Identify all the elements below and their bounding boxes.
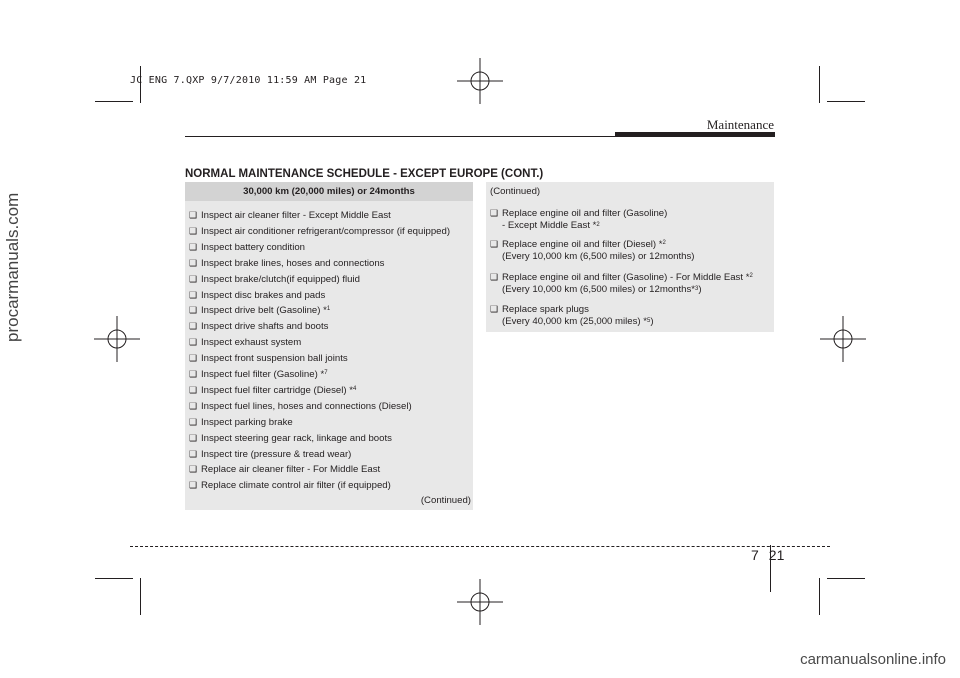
list-item	[490, 303, 589, 316]
checkbox-icon: ❑	[189, 448, 198, 459]
item-text: Inspect brake/clutch(if equipped) fluid	[201, 273, 360, 285]
list-item	[189, 416, 293, 429]
checkbox-icon: ❑	[189, 210, 198, 220]
footnote-ref: 2	[749, 273, 753, 279]
list-item	[490, 238, 666, 251]
list-item	[189, 336, 301, 349]
list-item	[189, 273, 360, 286]
list-item	[189, 289, 325, 302]
item-text: Inspect drive belt (Gasoline) *	[201, 305, 327, 317]
item-detail-tail: )	[698, 284, 702, 295]
item-detail-tail: )	[650, 316, 654, 327]
item-detail-text: - Except Middle East *	[502, 220, 597, 231]
registration-mark-icon	[820, 316, 866, 362]
chapter-number: 7	[751, 547, 759, 563]
checkbox-icon: ❑	[490, 304, 499, 314]
list-item	[189, 257, 384, 270]
checkbox-icon: ❑	[189, 464, 198, 475]
list-item	[189, 432, 392, 445]
list-item	[189, 241, 305, 254]
footnote-ref: 5	[647, 318, 651, 324]
checkbox-icon: ❑	[490, 272, 499, 282]
section-label: Maintenance	[706, 117, 774, 132]
list-item-detail	[502, 220, 600, 232]
list-item	[189, 479, 391, 492]
registration-mark-icon	[94, 316, 140, 362]
footnote-ref: 3	[695, 286, 699, 292]
list-item-detail	[502, 251, 694, 263]
schedule-box-left	[185, 182, 473, 510]
crop-mark	[819, 578, 820, 615]
list-item	[189, 463, 380, 476]
item-text: Inspect battery condition	[201, 241, 305, 253]
footer-rule	[130, 546, 830, 547]
list-item-detail	[502, 316, 654, 328]
checkbox-icon: ❑	[189, 416, 198, 427]
header-rule-bar	[615, 132, 775, 137]
checkbox-icon: ❑	[189, 337, 198, 348]
list-item	[189, 209, 391, 222]
footnote-ref: 1	[326, 306, 331, 313]
checkbox-icon: ❑	[490, 208, 499, 218]
item-text: Replace climate control air filter (if equipped)	[201, 480, 391, 492]
registration-mark-icon	[457, 579, 503, 625]
watermark-bottom: carmanualsonline.info	[800, 651, 946, 668]
item-text: Inspect air cleaner filter - Except Middle East	[201, 210, 391, 221]
header-rule	[185, 136, 615, 137]
checkbox-icon: ❑	[189, 273, 198, 284]
list-item	[189, 368, 328, 381]
item-text: Inspect disc brakes and pads	[201, 289, 326, 301]
checkbox-icon: ❑	[189, 305, 198, 316]
item-text: Replace engine oil and filter (Gasoline)	[502, 208, 668, 219]
registration-mark-icon	[457, 58, 503, 104]
checkbox-icon: ❑	[189, 400, 198, 411]
item-text: Inspect fuel filter cartridge (Diesel) *	[201, 384, 353, 396]
list-item	[189, 384, 356, 397]
item-text: Inspect air conditioner refrigerant/compressor (if equipped)	[201, 225, 451, 237]
checkbox-icon: ❑	[490, 239, 499, 249]
item-text: Inspect exhaust system	[201, 337, 302, 349]
crop-mark	[827, 101, 865, 102]
footnote-ref: 4	[352, 385, 357, 392]
item-detail-text: (Every 40,000 km (25,000 miles) *	[502, 316, 648, 327]
item-text: Inspect parking brake	[201, 416, 293, 428]
item-detail-text: (Every 10,000 km (6,500 miles) or 12months*	[502, 284, 696, 295]
item-text: Inspect tire (pressure & tread wear)	[201, 448, 352, 460]
checkbox-icon: ❑	[189, 384, 198, 395]
crop-mark	[827, 578, 865, 579]
checkbox-icon: ❑	[189, 353, 198, 364]
item-text: Inspect steering gear rack, linkage and boots	[201, 432, 392, 444]
list-item	[490, 271, 753, 284]
item-text: Inspect brake lines, hoses and connections	[201, 257, 385, 269]
footnote-ref: 7	[324, 370, 328, 376]
item-text: Inspect fuel filter (Gasoline) *	[201, 369, 325, 380]
checkbox-icon: ❑	[189, 225, 198, 236]
continued-label: (Continued)	[490, 186, 541, 197]
list-item-detail	[502, 284, 702, 296]
crop-mark	[140, 578, 141, 615]
list-item	[189, 400, 412, 413]
item-text: Replace spark plugs	[502, 304, 589, 315]
checkbox-icon: ❑	[189, 257, 198, 268]
list-item	[189, 304, 330, 317]
schedule-box-right	[486, 182, 774, 332]
page-number	[751, 547, 784, 563]
page-number-value: 21	[768, 547, 785, 563]
checkbox-icon: ❑	[189, 241, 198, 252]
list-item	[189, 320, 328, 333]
item-detail-text: (Every 10,000 km (6,500 miles) or 12months)	[502, 251, 695, 262]
item-text: Inspect drive shafts and boots	[201, 321, 329, 333]
checkbox-icon: ❑	[189, 321, 198, 332]
item-text: Inspect fuel lines, hoses and connections (Diesel)	[201, 400, 412, 412]
checkbox-icon: ❑	[189, 480, 198, 491]
item-text: Replace air cleaner filter - For Middle East	[201, 464, 381, 476]
interval-header: 30,000 km (20,000 miles) or 24months	[185, 182, 473, 201]
print-slug: JC ENG 7.QXP 9/7/2010 11:59 AM Page 21	[130, 75, 367, 86]
continued-label: (Continued)	[420, 495, 471, 506]
crop-mark	[95, 578, 133, 579]
list-item	[189, 225, 450, 238]
crop-mark	[819, 66, 820, 103]
checkbox-icon: ❑	[189, 369, 198, 379]
crop-mark	[95, 101, 133, 102]
list-item	[490, 207, 667, 220]
item-text: Inspect front suspension ball joints	[201, 353, 348, 365]
checkbox-icon: ❑	[189, 432, 198, 443]
footnote-ref: 2	[596, 222, 600, 228]
footnote-ref: 2	[662, 240, 666, 246]
item-text: Replace engine oil and filter (Gasoline) - For Middle East *	[502, 272, 750, 283]
checkbox-icon: ❑	[189, 289, 198, 300]
page-title: NORMAL MAINTENANCE SCHEDULE - EXCEPT EUROPE (CONT.)	[185, 168, 544, 180]
list-item	[189, 352, 348, 365]
item-text: Replace engine oil and filter (Diesel) *	[502, 239, 663, 250]
watermark-left: procarmanuals.com	[3, 192, 22, 342]
list-item	[189, 448, 351, 461]
